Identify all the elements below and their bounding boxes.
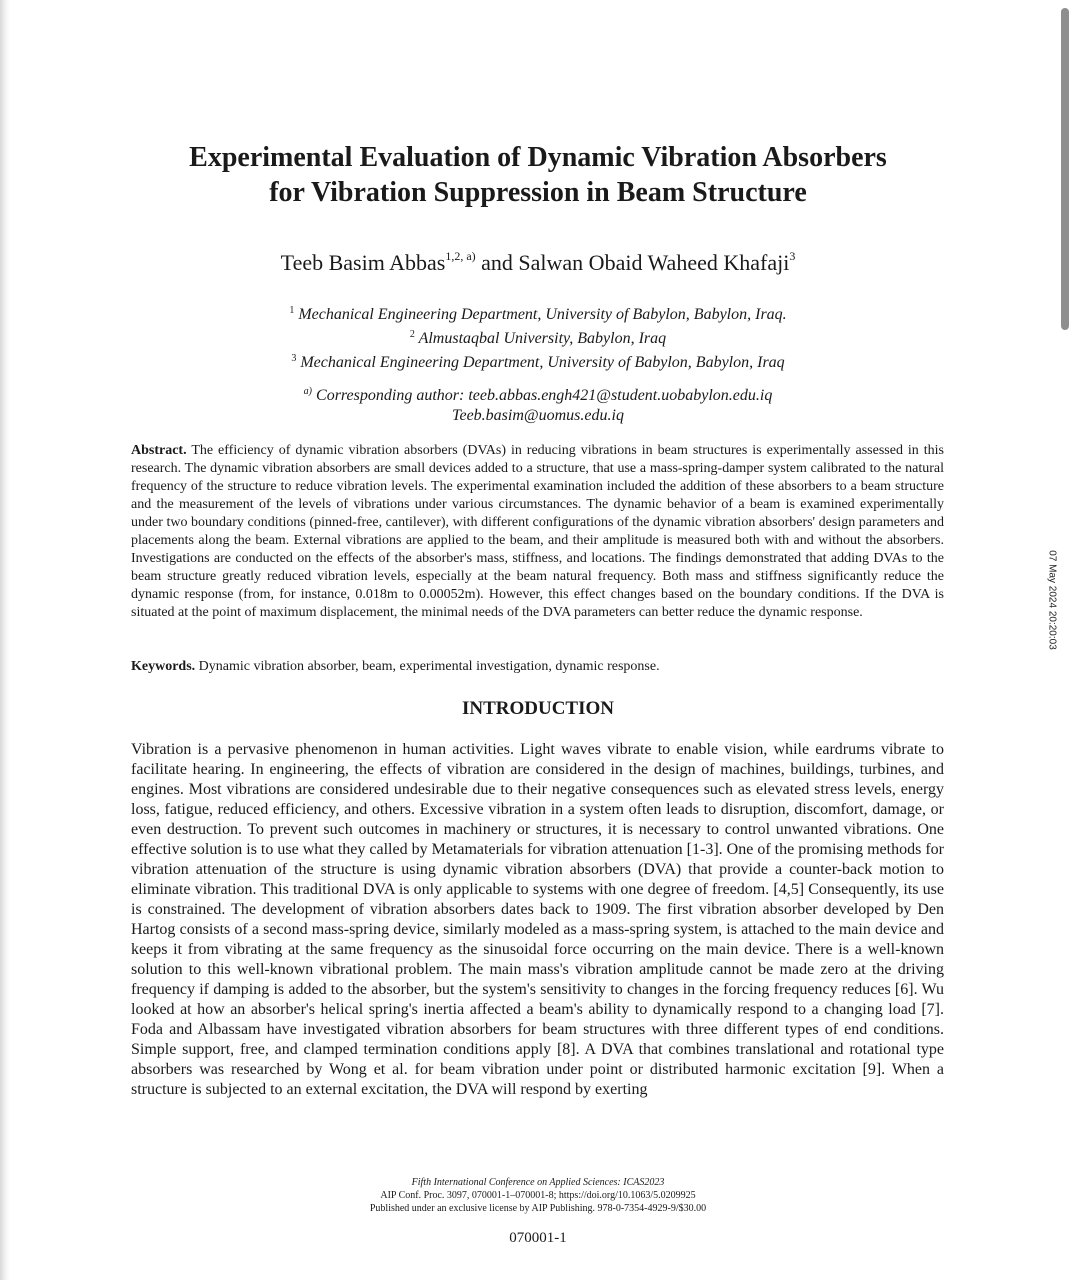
section-heading: INTRODUCTION bbox=[461, 698, 615, 719]
corresponding-line-1 bbox=[100, 382, 976, 406]
page-footer bbox=[100, 1176, 976, 1215]
affiliation-1 bbox=[100, 301, 976, 325]
author-1-affil-mark: 1,2, a) bbox=[445, 249, 476, 263]
footer-citation: AIP Conf. Proc. 3097, 070001-1–070001-8; https://doi.org/10.1063/5.0209925 bbox=[380, 1190, 696, 1201]
affiliation-1-mark: 1 bbox=[289, 305, 295, 316]
footer-license: Published under an exclusive license by AIP Publishing. 978-0-7354-4929-9/$30.00 bbox=[369, 1203, 707, 1214]
author-2: Salwan Obaid Waheed Khafaji bbox=[518, 250, 790, 275]
author-line bbox=[100, 242, 976, 277]
keywords-label: Keywords. bbox=[131, 659, 196, 674]
affiliations bbox=[100, 301, 976, 373]
abstract-text: The efficiency of dynamic vibration absorbers (DVAs) in reducing vibrations in beam structures is experimentally assessed in this research. The dynamic vibration absorbers are small devices added to a structure, that use a mass-spring-damper system calibrated to the natural frequency of the structure to reduce vibration levels. The experimental examination included the addition of these absorbers to a beam structure and the measurement of the levels of vibrations under various circumstances. The dynamic behavior of a beam is examined experimentally under two boundary conditions (pinned-free, cantilever), with different configurations of the dynamic vibration absorbers' design parameters and placements along the beam. External vibrations are applied to the beam, and their amplitude is measured both with and without the absorbers. Investigations are conducted on the effects of the absorber's mass, stiffness, and locations. The findings demonstrated that adding DVAs to the beam structure greatly reduced vibration levels, especially at the beam natural frequency. Both mass and stiffness significantly reduce the dynamic response (from, for instance, 0.018m to 0.00052m). However, this effect changes based on the boundary conditions. If the DVA is situated at the point of maximum displacement, the minimal needs of the DVA parameters can better reduce the dynamic response. bbox=[131, 443, 944, 620]
download-timestamp-text: 07 May 2024 20:20:03 bbox=[1046, 550, 1058, 650]
abstract bbox=[131, 442, 944, 622]
keywords-text: Dynamic vibration absorber, beam, experimental investigation, dynamic response. bbox=[195, 659, 660, 674]
author-1: Teeb Basim Abbas bbox=[280, 250, 446, 275]
author-separator: and bbox=[475, 250, 519, 275]
footer-conference: Fifth International Conference on Applied Sciences: ICAS2023 bbox=[411, 1177, 665, 1188]
affiliation-3-text: Mechanical Engineering Department, University of Babylon, Babylon, Iraq bbox=[296, 354, 785, 371]
scrollbar-thumb[interactable] bbox=[1061, 8, 1069, 330]
affiliation-1-text: Mechanical Engineering Department, University of Babylon, Babylon, Iraq. bbox=[294, 306, 787, 323]
page-number: 070001-1 bbox=[509, 1230, 567, 1246]
corresponding-email-1: Corresponding author: teeb.abbas.engh421@student.uobabylon.edu.iq bbox=[312, 387, 773, 404]
affiliation-2-text: Almustaqbal University, Babylon, Iraq bbox=[414, 330, 667, 347]
corresponding-mark: a) bbox=[303, 386, 313, 397]
title-line-2: for Vibration Suppression in Beam Structure bbox=[269, 177, 807, 208]
paper-title bbox=[100, 140, 976, 210]
title-line-1: Experimental Evaluation of Dynamic Vibration Absorbers bbox=[189, 142, 887, 173]
corresponding-author bbox=[100, 382, 976, 426]
affiliation-2-mark: 2 bbox=[409, 329, 415, 340]
corresponding-email-2: Teeb.basim@uomus.edu.iq bbox=[452, 407, 624, 424]
page-edge-shadow bbox=[0, 0, 10, 1280]
introduction-paragraph: Vibration is a pervasive phenomenon in human activities. Light waves vibrate to enable vision, while eardrums vibrate to facilitate hearing. In engineering, the effects of vibration are considered in the design of machines, buildings, turbines, and engines. Most vibrations are considered undesirable due to their negative consequences such as elevated stress levels, energy loss, fatigue, reduced efficiency, and others. Excessive vibration in a system often leads to disruption, discomfort, damage, or even destruction. To prevent such outcomes in machinery or structures, it is necessary to control unwanted vibrations. One effective solution is to use what they called by Metamaterials for vibration attenuation [1-3]. One of the promising methods for vibration attenuation of the structure is using dynamic vibration absorbers (DVA) that provide a counter-back motion to eliminate vibration. This traditional DVA is only applicable to systems with one degree of freedom. [4,5] Consequently, its use is constrained. The development of vibration absorbers dates back to 1909. The first vibration absorber developed by Den Hartog consists of a second mass-spring device, similarly modeled as a mass-spring system, is attached to the main device and keeps it from vibrating at the same frequency as the sinusoidal force occurring on the main device. There is a well-known solution to this well-known vibrational problem. The main mass's vibration amplitude cannot be made zero at the driving frequency if damping is added to the absorber, but the system's sensitivity to changes in the forcing frequency reduces [6]. Wu looked at how an absorber's helical spring's inertia affected a beam's ability to dynamically respond to a changing load [7]. Foda and Albassam have investigated vibration absorbers for beam structures with three different types of end conditions. Simple support, free, and clamped termination conditions apply [8]. A DVA that combines translational and rotational type absorbers was researched by Wong et al. for beam vibration under point or distributed harmonic excitation [9]. When a structure is subjected to an external excitation, the DVA will respond by exerting bbox=[131, 741, 944, 1098]
author-2-affil-mark: 3 bbox=[789, 249, 796, 263]
affiliation-3-mark: 3 bbox=[291, 353, 297, 364]
affiliation-3 bbox=[100, 349, 976, 373]
download-timestamp bbox=[1045, 545, 1059, 655]
affiliation-2 bbox=[100, 325, 976, 349]
abstract-label: Abstract. bbox=[131, 443, 187, 458]
keywords bbox=[131, 658, 944, 676]
